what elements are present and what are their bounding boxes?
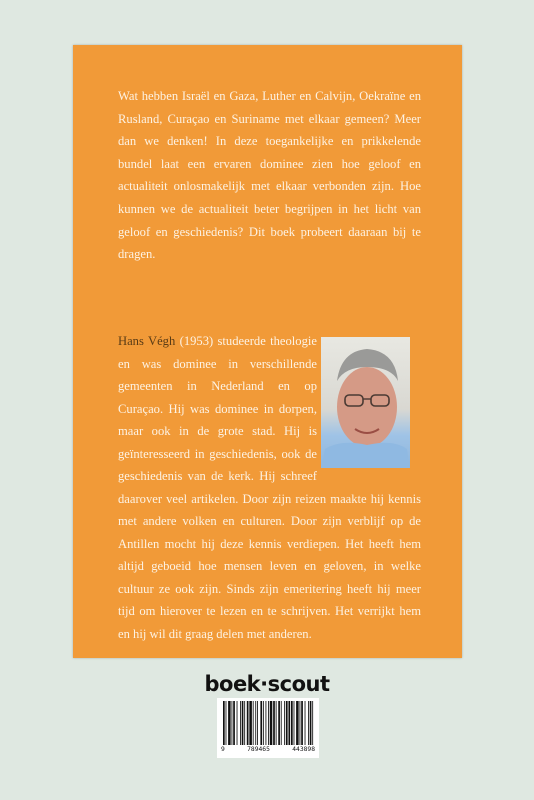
- publisher-logo: boek·scout: [204, 672, 330, 696]
- barcode-bar: [294, 701, 295, 745]
- barcode-bar: [228, 701, 231, 745]
- barcode-bar: [286, 701, 288, 745]
- barcode-bar: [268, 701, 269, 745]
- barcode-bar: [223, 701, 225, 745]
- barcode-bar: [308, 701, 309, 745]
- barcode-bar: [249, 701, 252, 745]
- barcode-bar: [273, 701, 275, 745]
- barcode-bar: [237, 701, 238, 745]
- isbn-barcode: [217, 698, 319, 758]
- blurb-text: Wat hebben Israël en Gaza, Luther en Calvijn, Oekraïne en Rusland, Curaçao en Suriname met elkaar gemeen? Meer dan we denken! In deze toegankelijke en prikkelende bundel laat een ervaren dominee zien hoe geloof en actualiteit onlosmakelijk met elkaar verbonden zijn. Hoe kunnen we de actualiteit beter begrijpen in het licht van geloof en geschiedenis? Dit boek probeert daaraan bij te dragen.: [118, 89, 421, 262]
- barcode-bar: [257, 701, 258, 745]
- isbn-number: 9 789465 443898: [221, 746, 315, 753]
- barcode-bar: [310, 701, 312, 745]
- barcode-bar: [270, 701, 273, 745]
- barcode-bar: [281, 701, 282, 745]
- barcode-bar: [291, 701, 293, 745]
- back-cover: [73, 45, 462, 658]
- barcode-bar: [296, 701, 299, 745]
- barcode-bar: [312, 701, 313, 745]
- barcode-bar: [301, 701, 303, 745]
- barcode-bar: [305, 701, 306, 745]
- barcode-bar: [284, 701, 285, 745]
- author-bio-text: (1953) studeerde theologie en was dominee in verschillende gemeenten in Nederland en op Curaçao. Hij was dominee in dorpen, maar ook in de grote stad. Hij is geïnteresseerd in geschiedenis, ook de geschiedenis van de kerk. Hij schreef daarover veel artikelen. Door zijn reizen maakte hij kennis met andere volken en culturen. Door zijn verblijf op de Antillen mocht hij deze kennis verdiepen. Het heeft hem altijd geboeid hoe mensen leven en geloven, in welke cultuur ze ook zijn. Sinds zijn emeritering heeft hij meer tijd om hierover te lezen en te schrijven. Het verrijkt hem en hij wil dit graag delen met anderen.: [118, 334, 421, 641]
- barcode-bar: [253, 701, 254, 745]
- barcode-bar: [288, 701, 290, 745]
- barcode-bar: [263, 701, 264, 745]
- barcode-bar: [300, 701, 301, 745]
- barcode-bar: [278, 701, 280, 745]
- barcode-bar: [226, 701, 227, 745]
- barcode-bar: [255, 701, 256, 745]
- barcode-bar: [244, 701, 245, 745]
- barcode-bar: [242, 701, 244, 745]
- barcode-bar: [247, 701, 249, 745]
- author-bio: [118, 330, 421, 645]
- barcode-bar: [260, 701, 262, 745]
- barcode-bar: [233, 701, 235, 745]
- barcode-bar: [240, 701, 241, 745]
- barcode-bar: [232, 701, 233, 745]
- author-name: Hans Végh: [118, 334, 176, 348]
- barcode-bar: [276, 701, 277, 745]
- barcode-bars: [217, 698, 319, 746]
- barcode-bar: [266, 701, 267, 745]
